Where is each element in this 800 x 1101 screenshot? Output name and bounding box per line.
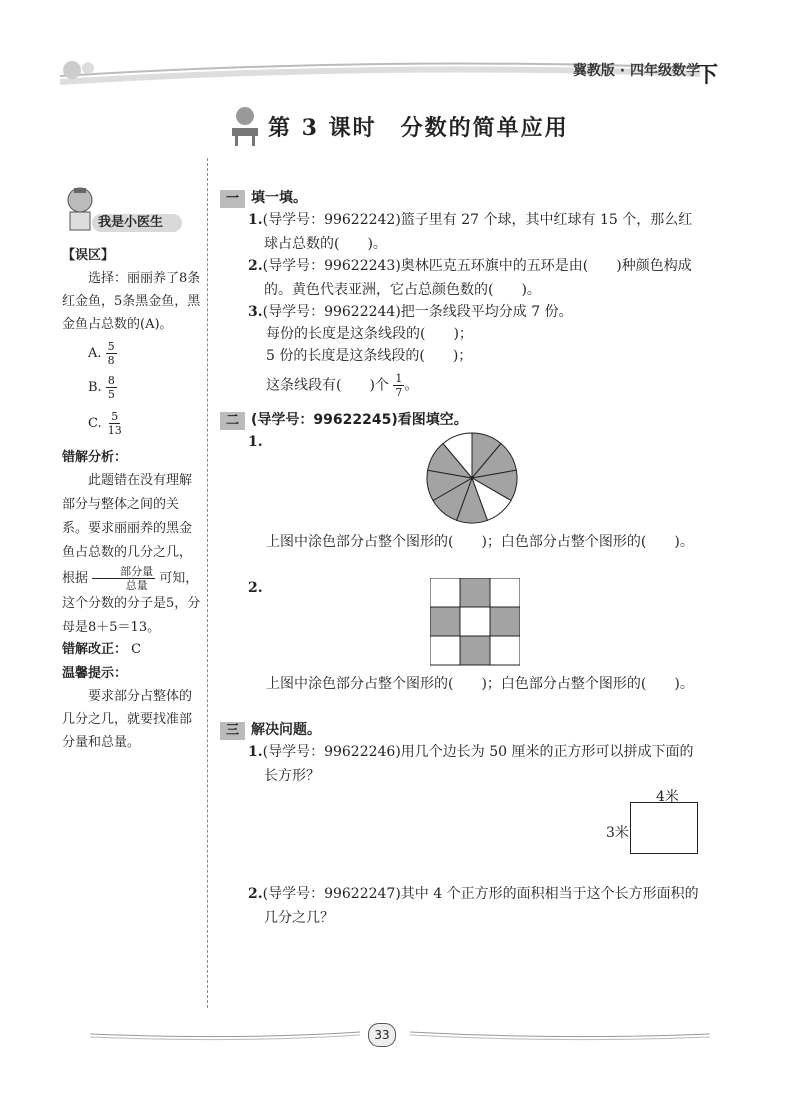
- s1-q1: 1.(导学号：99622242)篮子里有 27 个球，其中红球有 15 个，那么红球占总数的( )。: [248, 212, 693, 252]
- s1-q3-line3: 这条线段有( )个 $\frac{1}{7}$ 。: [266, 372, 419, 399]
- section1-title: 填一填。: [251, 190, 308, 206]
- option-a: A. $\frac{5}{8}$: [88, 340, 115, 367]
- s3-q2: 2.(导学号：99622247)其中 4 个正方形的面积相当于这个长方形面积的几分之几？: [248, 886, 699, 926]
- grid-cell: [460, 578, 490, 607]
- grid-cell: [430, 607, 460, 636]
- grid-cell: [490, 636, 520, 665]
- tip-label: 温馨提示：: [62, 666, 128, 681]
- correction-value: C: [131, 642, 142, 657]
- analysis-text: 此题错在没有理解部分与整体之间的关系。要求丽丽养的黑金鱼占总数的几分之几，根据 $\frac{\text{部分量}}{\text{总量}}$ 可知，这个分数的分子是5，分母是8＋5＝13。: [62, 473, 201, 635]
- lesson-title: 第 3 课时 分数的简单应用: [268, 115, 569, 141]
- s2-q1-text: 上图中涂色部分占整个图形的( )；白色部分占整个图形的( )。: [266, 534, 694, 550]
- footer-lines: [90, 1024, 710, 1044]
- rect-top-label: 4米: [656, 789, 679, 805]
- s1-q2: 2.(导学号：99622243)奥林匹克五环旗中的五环是由( )种颜色构成的。黄色代表亚洲，它占总颜色数的( )。: [248, 258, 692, 298]
- grid-cell: [460, 607, 490, 636]
- tip-text: 要求部分占整体的几分之几，就要找准部分量和总量。: [62, 689, 193, 750]
- section3-title: 解决问题。: [251, 722, 322, 738]
- s1-q3: 3.(导学号：99622244)把一条线段平均分成 7 份。: [248, 304, 573, 320]
- header-edition: 冀教版 · 四年级数学: [572, 63, 700, 79]
- grid-cell: [430, 636, 460, 665]
- header-volume: 下: [695, 63, 718, 88]
- doctor-badge: 我是小医生: [98, 215, 164, 230]
- analysis-fraction: $\frac{\text{部分量}}{\text{总量}}$: [92, 565, 155, 592]
- s2-q2-text: 上图中涂色部分占整个图形的( )；白色部分占整个图形的( )。: [266, 676, 694, 692]
- circle-diagram: [424, 430, 520, 526]
- student-desk-icon: [228, 104, 262, 148]
- rectangle-figure: [630, 802, 698, 854]
- section1-tag: 一: [220, 190, 245, 208]
- option-c: C. $\frac{5}{13}$: [88, 410, 122, 437]
- wrong-text: 选择：丽丽养了8条红金鱼，5条黑金鱼，黑金鱼占总数的(A)。: [62, 271, 201, 332]
- column-divider: [207, 158, 208, 1008]
- grid-cell: [460, 636, 490, 665]
- correction-label: 错解改正：: [62, 642, 128, 657]
- grid-cell: [490, 578, 520, 607]
- option-b: B. $\frac{8}{5}$: [88, 374, 115, 401]
- one-seventh-fraction: $\frac{1}{7}$: [395, 372, 403, 399]
- grid-diagram: [430, 578, 520, 666]
- s2-q1-num: 1.: [248, 434, 263, 450]
- section2-tag: 二: [220, 412, 245, 430]
- section3-tag: 三: [220, 722, 245, 740]
- wrong-area-label: 【误区】: [62, 248, 115, 263]
- rect-left-label: 3米: [606, 825, 629, 841]
- section2-title: (导学号：99622245)看图填空。: [251, 412, 468, 428]
- s2-q2-num: 2.: [248, 580, 263, 596]
- grid-cell: [490, 607, 520, 636]
- grid-cell: [430, 578, 460, 607]
- s3-q1: 1.(导学号：99622246)用几个边长为 50 厘米的正方形可以拼成下面的长方形？: [248, 744, 694, 784]
- page-number: 33: [368, 1023, 396, 1047]
- analysis-label: 错解分析：: [62, 450, 128, 465]
- s1-q3-line2: 5 份的长度是这条线段的( )；: [266, 348, 473, 364]
- s1-q3-line1: 每份的长度是这条线段的( )；: [266, 326, 473, 342]
